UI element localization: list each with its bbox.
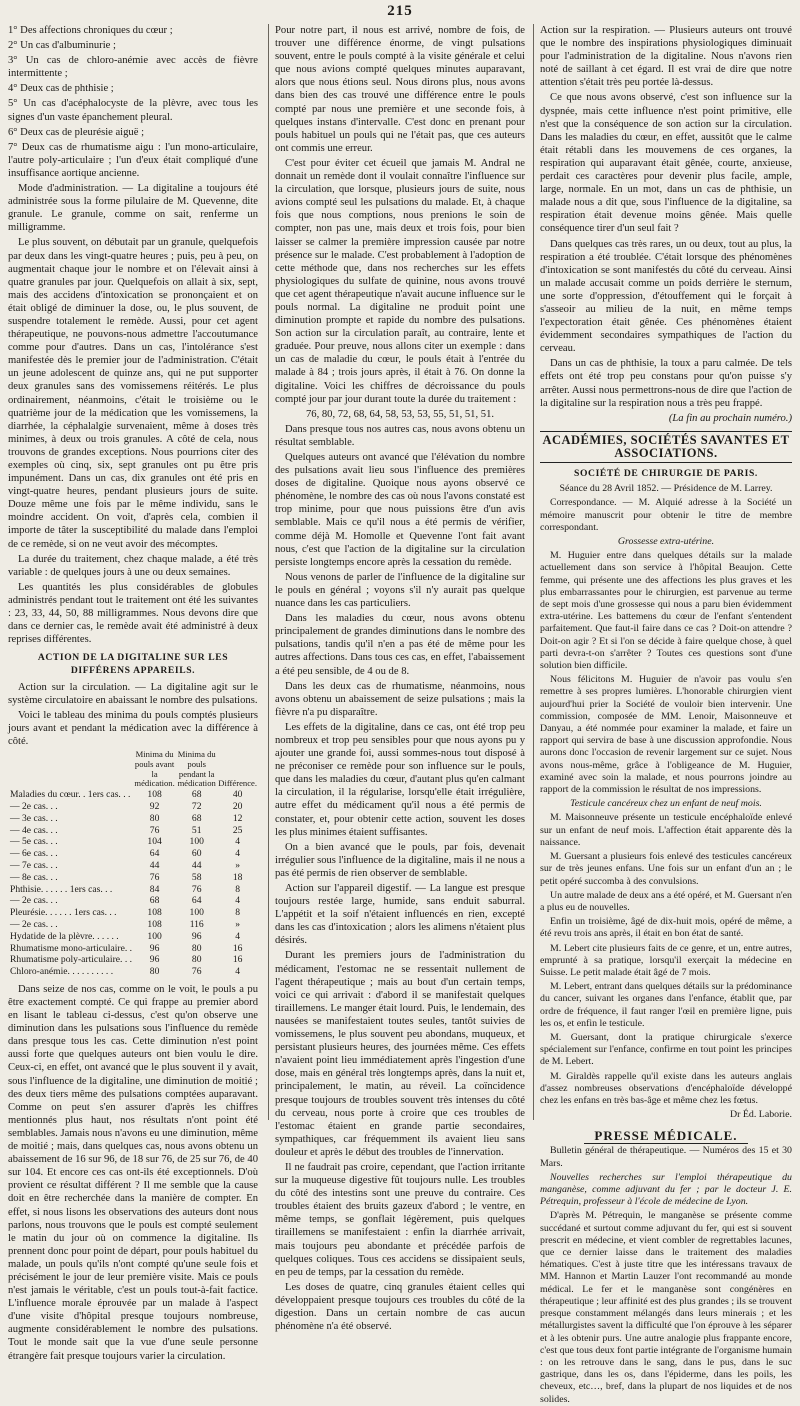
table-row <box>8 789 258 801</box>
table-row <box>8 813 258 825</box>
paragraph: Nouvelles recherches sur l'emploi thérapeutique du manganèse, comme adjuvant du fer ; par le docteur J. E. Pétrequin, professeur à l'école de médecine de Lyon. <box>540 1171 792 1208</box>
paragraph: Les quantités les plus considérables de globules administrés pendant tout le traitement ont été les suivantes : 23, 33, 44, 50, 88 milligrammes. Nous devons dire que dans ce dernier cas, le remède avait été administré à deux reprises différentes. <box>8 581 258 646</box>
table-cell: 64 <box>149 848 160 860</box>
paragraph: Il ne faudrait pas croire, cependant, que l'action irritante sur la muqueuse digestive fût toujours nulle. Les troubles du côté des intestins sont une preuve du contraire. Ces troubles étaient des bruits gazeux d'abord ; le ventre, en même temps, se gonflait légèrement, puis quelques tiraillemens se manifestaient : enfin la diarrhée arrivait, mais toujours peu abondante et précédée parfois de quelques coliques. Tous ces accidens se dissipaient seuls, en peu de temps, par la cessation du remède. <box>275 1161 525 1278</box>
paragraph: M. Lebert, entrant dans quelques détails sur la prédominance du cancer, suivant les organes dans l'enfance, établit que, par ordre de fréquence, il faut ranger l'œil en première ligne, puis les os, et enfin le testicule. <box>540 981 792 1029</box>
table-cell: — 8e cas. . . <box>10 871 58 883</box>
table-cell: 44 <box>149 859 160 871</box>
page-number: 215 <box>387 3 413 19</box>
table-cell: Maladies du cœur. . 1ers cas. . . <box>10 789 131 801</box>
table-cell: 72 <box>191 800 202 812</box>
table-row <box>8 919 258 931</box>
table-cell: 108 <box>147 918 162 930</box>
paragraph: D'après M. Pétrequin, le manganèse se présente comme succédané et surtout comme adjuvant du fer, qui est si souvent prescrit en médecine, et vient combler de regrettables lacunes, que ce dernier laisse dans le traitement des maladies hématiques. C'est à juste titre que les intéressans travaux de MM. Hannon et Martin Lauzer l'ont recommandé au monde médical. Le fer et le manganèse sont congénères en thérapeutique ; leur affinité est des plus grandes ; ils se trouvent presque constamment mélangés dans leurs minerais ; et les métallurgistes savent la difficulté que l'on éprouve à les séparer et à les obtenir purs. Une autre analogie plus frappante encore, c'est que tous deux font partie intégrante de l'organisme humain : on les retrouve dans le sang, dans le pus, dans le suc gastrique, dans les os, dans l'épiderme, dans les poils, les cheveux, etc…, bref, dans la plupart de nos liquides et de nos solides. <box>540 1210 792 1405</box>
paragraph: Action sur la circulation. — La digitaline agit sur le système circulatoire en abaissant le nombre des pulsations. <box>8 681 258 706</box>
list-item: 2° Un cas d'albuminurie ; <box>8 40 116 52</box>
table-cell: 80 <box>191 942 202 954</box>
table-cell: 100 <box>189 836 204 848</box>
paragraph: Correspondance. — M. Alquié adresse à la Société un mémoire manuscrit pour obtenir le titre de membre correspondant. <box>540 497 792 533</box>
continued-note: (La fin au prochain numéro.) <box>668 412 792 424</box>
table-row <box>8 872 258 884</box>
table-cell: 18 <box>232 871 243 883</box>
table-cell: 51 <box>191 824 202 836</box>
table-row <box>8 954 258 966</box>
table-cell: 68 <box>149 895 160 907</box>
column-middle <box>275 24 525 1333</box>
table-cell: 80 <box>149 966 160 978</box>
table-cell: 100 <box>189 907 204 919</box>
column-divider <box>268 24 269 1120</box>
table-cell: — 2e cas. . . <box>10 800 58 812</box>
table-row <box>8 836 258 848</box>
subheading: Grossesse extra-utérine. <box>617 536 715 548</box>
paragraph: M. Huguier entre dans quelques détails sur la malade actuellement dans son service à l'hôpital Beaujon. Cette femme, qui présente une des affections les plus graves et les plus embarrassantes pour le chirurgien, est parvenue au terme de sept mois d'une grossesse qui nous a paru bien évidemment extra-utérine. Les battemens du cœur de l'enfant s'entendent parfaitement. Que faut-il faire dans ce cas ? Doit-on attendre ? Doit-on agir ? Et si l'on se décide à faire quelque chose, à quel parti devra-t-on s'arrêter ? Toutes ces questions sont d'une solution bien difficile. <box>540 550 792 672</box>
list-item: 6° Deux cas de pleurésie aiguë ; <box>8 126 145 138</box>
paragraph: Pour notre part, il nous est arrivé, nombre de fois, de trouver une différence énorme, de vingt pulsations souvent, entre le pouls compté à la visite générale et celui que nous avions compté quelques minutes auparavant, alors que nous étions seul. Nous dirons plus, nous avons dans bien des cas trouvé une différence entre le pouls compté par nous une première et une seconde fois, à quelques instans d'intervalle. C'est donc en prenant pour pouls habituel un pouls qui ne l'était pas, que ces auteurs ont commis une erreur. <box>275 25 525 154</box>
paragraph: Voici le tableau des minima du pouls comptés plusieurs jours avant et pendant la médication avec la différence à côté. <box>8 709 258 747</box>
table-header <box>8 750 133 789</box>
table-cell: 76 <box>149 824 160 836</box>
table-cell: — 5e cas. . . <box>10 836 58 848</box>
table-cell: 44 <box>191 859 202 871</box>
society-title: SOCIÉTÉ DE CHIRURGIE DE PARIS. <box>574 468 758 479</box>
paragraph: Dans quelques cas très rares, un ou deux, tout au plus, la respiration a été troublée. C'était lorsque des phénomènes d'intoxication se sont manifestés du côté du cerveau. Ainsi un malade accusait comme un poids derrière le sternum, une sorte d'oppression, d'étouffement qui le forçait à s'asseoir au milieu de la nuit, en même temps l'expectoration était gênée. Ces phénomènes étaient évidemment secondaires sympathiques de l'action du cerveau. <box>540 238 792 355</box>
table-cell: 68 <box>191 812 202 824</box>
paragraph: Enfin un troisième, âgé de dix-huit mois, opéré de même, a été revu trois ans après, il était en bon état de santé. <box>540 916 792 940</box>
table-cell: 104 <box>147 836 162 848</box>
paragraph: M. Guersant, dont la pratique chirurgicale s'exerce spécialement sur l'enfance, confirme en tout point les principes de M. Lebert. <box>540 1031 792 1068</box>
table-cell: — 3e cas. . . <box>10 812 58 824</box>
pulse-table <box>8 750 258 978</box>
pulse-sequence: 76, 80, 72, 68, 64, 58, 53, 53, 55, 51, 51, 51. <box>305 408 495 420</box>
table-header: Minima du pouls pendant la médication <box>177 748 216 789</box>
table-row <box>8 884 258 896</box>
paragraph: Nous venons de parler de l'influence de la digitaline sur le pouls en général ; voyons s'il n'y aurait pas quelque nuance dans les cas particuliers. <box>275 571 525 610</box>
table-cell: — 2e cas. . . <box>10 918 58 930</box>
signature: Dr Éd. Laborie. <box>730 1109 792 1121</box>
paragraph: Mode d'administration. — La digitaline a toujours été administrée sous la forme pilulaire de M. Quevenne, dite granule. Le granule, comme on sait, renferme un milligramme. <box>8 183 258 234</box>
table-cell: 96 <box>191 930 202 942</box>
table-cell: 96 <box>149 954 160 966</box>
table-cell: 4 <box>235 836 241 848</box>
table-cell: 100 <box>147 930 162 942</box>
table-row <box>8 848 258 860</box>
table-cell: Hydatide de la plèvre. . . . . . <box>10 930 119 942</box>
paragraph: Dans presque tous nos autres cas, nous avons obtenu un résultat semblable. <box>275 423 525 448</box>
table-cell: 4 <box>235 966 241 978</box>
paragraph: Un autre malade de deux ans a été opéré, et M. Guersant n'en a plus eu de nouvelles. <box>540 889 792 913</box>
table-cell: 12 <box>232 812 243 824</box>
table-cell: 96 <box>149 942 160 954</box>
presse-title: PRESSE MÉDICALE. <box>584 1128 747 1144</box>
paragraph: La durée du traitement, chez chaque malade, a été très variable : de quelques jours à une ou deux semaines. <box>8 553 258 578</box>
table-cell: 92 <box>149 800 160 812</box>
paragraph: Quelques auteurs ont avancé que l'élévation du nombre des pulsations avait lieu sous l'influence des premières doses de digitaline. Quoique nous ayons observé ce phénomène, le nombre des cas où nous l'avons constaté est trop minime, pour que nous puissions être d'un avis semblable. Mais ce qu'il nous a été permis de vérifier, comme déjà M. Homolle et Quevenne l'ont fait avant nous, c'est que l'action de la digitaline sur la circulation persiste longtemps encore après la cessation du remède. <box>275 452 525 568</box>
table-cell: 4 <box>235 930 241 942</box>
table-cell: 108 <box>147 789 162 801</box>
paragraph: Bulletin général de thérapeutique. — Numéros des 15 et 30 Mars. <box>540 1145 792 1169</box>
table-cell: 80 <box>191 954 202 966</box>
paragraph: Les effets de la digitaline, dans ce cas, ont été trop peu nombreux et trop peu sensibles pour que nous ayons pu y ajouter une grande foi, aussi sommes-nous tout disposé à ne préconiser ce remède pour son influence sur le pouls, que dans les maladies du cœur, d'autant plus qu'en calmant la circulation, il la régularise, lorsqu'elle était irrégulière, autre effet du médicament qu'il nous a été permis de constater, et, pour obtenir cette action, souvent les doses les plus minimes étaient suffisantes. <box>275 721 525 838</box>
table-header: Minima du pouls avant la médication. <box>134 748 175 789</box>
table-cell: 40 <box>232 789 243 801</box>
paragraph: Le plus souvent, on débutait par un granule, quelquefois par deux dans les vingt-quatre heures ; puis, peu à peu, on augmentait chaque jour le nombre et on l'élevait ainsi à quatre granules par jour. Quelquefois on allait à six, sept, mais des accidens d'intoxication se prononçaient et on était obligé de diminuer la dose, ou, le plus souvent, de suspendre totalement le remède. Aussi, pour cet agent thérapeutique, ne pouvons-nous admettre l'accoutumance comme pour d'autres. Dans un cas, l'intolérance s'est manifestée dès le premier jour de l'administration. C'était un jeune adolescent de quinze ans, qui ne put supporter deux granules sans des vomissemens réitérés. Le plus ordinairement, néanmoins, c'était le troisième ou le quatrième jour de la médication que les vomissemens, la diarrhée, la céphalalgie survenaient, même à doses très minimes, à deux ou trois granules. A côté de cela, nous trouvons de grandes exceptions. Nous pourrions citer des exemples où cinq, six, sept granules ont pu être pris impunément. Dans un cas, dix granules ont été pris en vingt-quatre heures, pendant plusieurs jours de suite. Douze même une fois par le même individu, sans le moindre accident. On voit, d'après cela, combien il importe de tâter la susceptibilité du malade dans l'emploi de ce remède, si on ne veut avoir des mécomptes. <box>8 237 258 550</box>
table-cell: 8 <box>235 907 241 919</box>
table-header: Différence. <box>218 778 257 789</box>
list-item: 1° Des affections chroniques du cœur ; <box>8 25 173 36</box>
table-cell: 4 <box>235 848 241 860</box>
column-left <box>8 24 258 1362</box>
paragraph: Dans les deux cas de rhumatisme, néanmoins, nous avons obtenu un abaissement de seize pulsations ; mais la fièvre n'a pu disparaître. <box>275 680 525 718</box>
section-banner-presse <box>540 1129 792 1142</box>
table-cell: 16 <box>232 942 243 954</box>
paragraph: M. Guersant a plusieurs fois enlevé des testicules cancéreux sur de très jeunes enfans. Une fois sur un enfant d'un an ; le petit opéré succomba à des convulsions. <box>540 851 792 887</box>
table-cell: 64 <box>191 895 202 907</box>
table-cell: 84 <box>149 883 160 895</box>
table-cell: Rhumatisme poly-articulaire. . . <box>10 954 133 966</box>
table-row <box>8 895 258 907</box>
table-row <box>8 966 258 978</box>
table-row <box>8 943 258 955</box>
table-cell: — 2e cas. . . <box>10 895 58 907</box>
list-item: 7° Deux cas de rhumatisme aigu : l'un mono-articulaire, l'autre poly-articulaire ; l'un d'eux était compliqué d'une insuffisance aortique ancienne. <box>8 141 258 179</box>
column-divider <box>533 24 534 1120</box>
table-row <box>8 907 258 919</box>
paragraph: Les doses de quatre, cinq granules étaient celles qui développaient presque toujours ces troubles du côté de la digestion. Dans un certain nombre de cas aucun phénomène n'a été observé. <box>275 1281 525 1333</box>
table-cell: 68 <box>191 789 202 801</box>
section-banner-academies: ACADÉMIES, SOCIÉTÉS SAVANTES ET ASSOCIATIONS. <box>540 431 792 463</box>
session-line: Séance du 28 Avril 1852. — Présidence de M. Larrey. <box>559 483 773 495</box>
paragraph: Dans un cas de phthisie, la toux a paru calmée. De tels effets ont été trop peu constans pour qu'on puisse s'y arrêter. Aussi nous permettrons-nous de dire que l'action de la digitaline sur la respiration nous a très peu frappé. <box>540 358 792 409</box>
table-cell: 8 <box>235 883 241 895</box>
table-cell: 116 <box>189 918 204 930</box>
table-cell: 80 <box>149 812 160 824</box>
paragraph: Action sur l'appareil digestif. — La langue est presque toujours restée large, humide, sans enduit saburral. L'appétit et la soif n'étaient influencés en rien, excepté dans les cas d'intoxication ; alors les alimens n'étaient plus désirés. <box>275 883 525 947</box>
table-row <box>8 931 258 943</box>
table-cell: Phthisie. . . . . . 1ers cas. . . <box>10 883 113 895</box>
table-cell: » <box>235 918 241 930</box>
table-row <box>8 801 258 813</box>
table-cell: 60 <box>191 848 202 860</box>
paragraph: Nous félicitons M. Huguier de n'avoir pas voulu s'en remettre à ses propres lumières. L'honorable chirurgien vient aujourd'hui prier la Société de vouloir bien intervenir. Une commission, composée de MM. Lenoir, Maisonneuve et Danyau, a été nommée pour examiner la malade, et faire un rapport qui servira de base à une discussion approfondie. Nous aurons donc l'occasion de revenir largement sur ce sujet. Nous avons nous-même, grâce à l'obligeance de M. Huguier, examiné avec soin la malade, et nous pourrons joindre au rapport de la commission le résultat de nos impressions. <box>540 674 792 796</box>
list-item: 4° Deux cas de phthisie ; <box>8 83 114 95</box>
paragraph: M. Lebert cite plusieurs faits de ce genre, et un, entre autres, emprunté à sa pratique, lorsqu'il exerçait la médecine en Suisse. Le petit malade était âgé de 7 mois. <box>540 942 792 978</box>
paragraph: Dans les maladies du cœur, nous avons obtenu principalement de grandes diminutions dans le nombre des pulsations, tandis qu'il n'en a pas été de même pour les autres affections. Dans tous ces cas, en effet, l'abaissement a été peu sensible, de 4 ou de 8. <box>275 613 525 677</box>
paragraph: Dans seize de nos cas, comme on le voit, le pouls a pu être exactement compté. Ce qui frappe au premier abord en lisant le tableau ci-dessus, c'est qu'on observe une diminution dans les pulsations sous l'influence du remède dans presque tous les cas. Cette diminution n'est point aussi forte que quelques auteurs ont bien voulu le dire. Ceux-ci, en effet, ont avancé que le plus souvent il y avait, sous l'influence de la digitaline, une diminution de moitié ; des deux tiers même des pulsations comptées auparavant. Comme on peut s'en assurer d'après les chiffres mentionnés plus haut, nos résultats n'ont point été semblables. Jamais nous n'avons eu une diminution, même de moitié ; mais, dans quelques cas, nous avons obtenu un abaissement de 16 sur 96, de 18 sur 76, de 25 sur 76, de 40 sur 104. Et encore ces cas ont-ils été exceptionnels. D'où provient ce résultat différent ? Il me semble que la cause doit en être recherchée dans la manière de compter. En effet, si nous lisons les observations des auteurs dont nous parlons, nous trouvons que le pouls est compté seulement le matin du jour où on commence la digitaline. Ils prennent donc pour point de départ, pour pouls habituel du malade, un pouls qu'ils n'ont compté qu'une seule fois et précisément le jour de leur première visite. Mais ce pouls n'est jamais le véritable, c'est un pouls tout-à-fait factice. L'influence morale éprouvée par un malade à l'aspect d'une visite d'hôpital presque toujours nombreuse, augmente considérablement le nombre des pulsations. Tout le monde sait que la vue d'une seule personne étrangère fait presque toujours varier la circulation. <box>8 983 258 1362</box>
table-row <box>8 825 258 837</box>
table-cell: 25 <box>232 824 243 836</box>
subheading: Testicule cancéreux chez un enfant de neuf mois. <box>570 798 762 810</box>
table-cell: 76 <box>191 883 202 895</box>
table-row <box>8 860 258 872</box>
paragraph: On a bien avancé que le pouls, par fois, devenait irrégulier sous l'influence de la digitaline, mais il ne nous a pas été permis de rien observer de semblable. <box>275 841 525 879</box>
table-cell: 76 <box>149 871 160 883</box>
table-cell: Rhumatisme mono-articulaire. . <box>10 942 133 954</box>
paragraph: Ce que nous avons observé, c'est son influence sur la dyspnée, mais cette influence n'est point primitive, elle n'est que la conséquence de son action sur la circulation. Dans les maladies du cœur, en effet, aussitôt que le calme était rétabli dans les mouvemens de ces organes, la respiration qui auparavant était gênée, courte, anxieuse, perdait ces caractères pour devenir plus facile, ample, large, normale. En un mot, dans un cas de phthisie, un malade nous a dit que, sous l'influence de la digitaline, sa respiration était devenue moins gênée. Mais quelle conséquence tirer d'un seul fait ? <box>540 92 792 235</box>
paragraph: C'est pour éviter cet écueil que jamais M. Andral ne donnait un remède dont il voulait connaître l'influence sur la circulation, que lorsque, plusieurs jours de suite, nous avions compté seul les pulsations du malade. Et, à chaque fois que nous comptions, nous prenions le soin de compter, non pas une, mais deux et trois fois, pour bien laisser se calmer la première impression causée par notre présence sur le malade. C'est probablement à l'adoption de cette méthode que, dans nos recherches sur les effets physiologiques du sulfate de quinine, nous avons trouvé que cet agent thérapeutique n'avait aucune influence sur le pouls normal. La digitaline ne produit point une diminution prompte et rapide du nombre des pulsations. Son action sur la circulation paraît, au contraire, lente et graduée. Pour preuve, nous allons citer un exemple : dans un cas de maladie du cœur, le pouls était à l'entrée du malade à 84 ; trois jours après, il était à 76. On donne la digitaline. Voici les chiffres de décroissance du pouls compté jour par jour durant toute la durée du traitement : <box>275 157 525 405</box>
paragraph: M. Giraldès rappelle qu'il existe dans les auteurs anglais d'assez nombreuses observations d'encéphaloïde développé chez les enfans en très bas-âge et même chez les fœtus. <box>540 1070 792 1106</box>
table-cell: 76 <box>191 966 202 978</box>
column-right <box>540 24 792 1405</box>
table-cell: 16 <box>232 954 243 966</box>
table-cell: Pleurésie. . . . . . 1ers cas. . . <box>10 907 117 919</box>
table-cell: — 4e cas. . . <box>10 824 58 836</box>
paragraph: Durant les premiers jours de l'administration du médicament, l'estomac ne se ressentait nullement de l'agent thérapeutique ; mais au bout d'un certain temps, voici ce qui arrivait : d'abord il se manifestait quelques tiraillemens. Le manger était lourd. Puis, le lendemain, des nausées se manifestaient toutes seules, tantôt suivies de vomissemens, le plus souvent peu abondans, muqueux, et persistant plusieurs heures, des journées même. Ces effets n'avaient point lieu immédiatement après l'ingestion d'une dose, mais en général très longtemps après, dans la nuit et, principalement, le matin, au réveil. La coïncidence presque toujours de troubles souvent très intenses du côté du cerveau, nous porte à croire que ces troubles de l'estomac étaient en grande partie secondaires, sympathiques, car fréquemment ils avaient lieu sans douleur et après le début des troubles de l'innervation. <box>275 950 525 1158</box>
table-cell: 4 <box>235 895 241 907</box>
section-heading: ACTION DE LA DIGITALINE SUR LES DIFFÉRENS APPAREILS. <box>37 652 229 677</box>
paragraph: Action sur la respiration. — Plusieurs auteurs ont trouvé que le nombre des inspirations physiologiques diminuait pour l'administration de la digitaline. Nous n'avons rien noté de saillant à cet égard. Il est vrai de dire que notre attention s'était très peu portée là-dessus. <box>540 25 792 89</box>
table-cell: Chloro-anémie. . . . . . . . . . <box>10 966 114 978</box>
list-item: 3° Un cas de chloro-anémie avec accès de fièvre intermittente ; <box>8 55 258 80</box>
table-cell: » <box>235 859 241 871</box>
table-cell: — 6e cas. . . <box>10 848 58 860</box>
paragraph: M. Maisonneuve présente un testicule encéphaloïde enlevé sur un enfant de neuf mois. L'affection était apparente dès la naissance. <box>540 812 792 848</box>
list-item: 5° Un cas d'acéphalocyste de la plèvre, avec tous les signes d'un vaste épanchement pleural. <box>8 98 258 123</box>
table-cell: 20 <box>232 800 243 812</box>
table-cell: — 7e cas. . . <box>10 859 58 871</box>
table-cell: 108 <box>147 907 162 919</box>
table-cell: 58 <box>191 871 202 883</box>
